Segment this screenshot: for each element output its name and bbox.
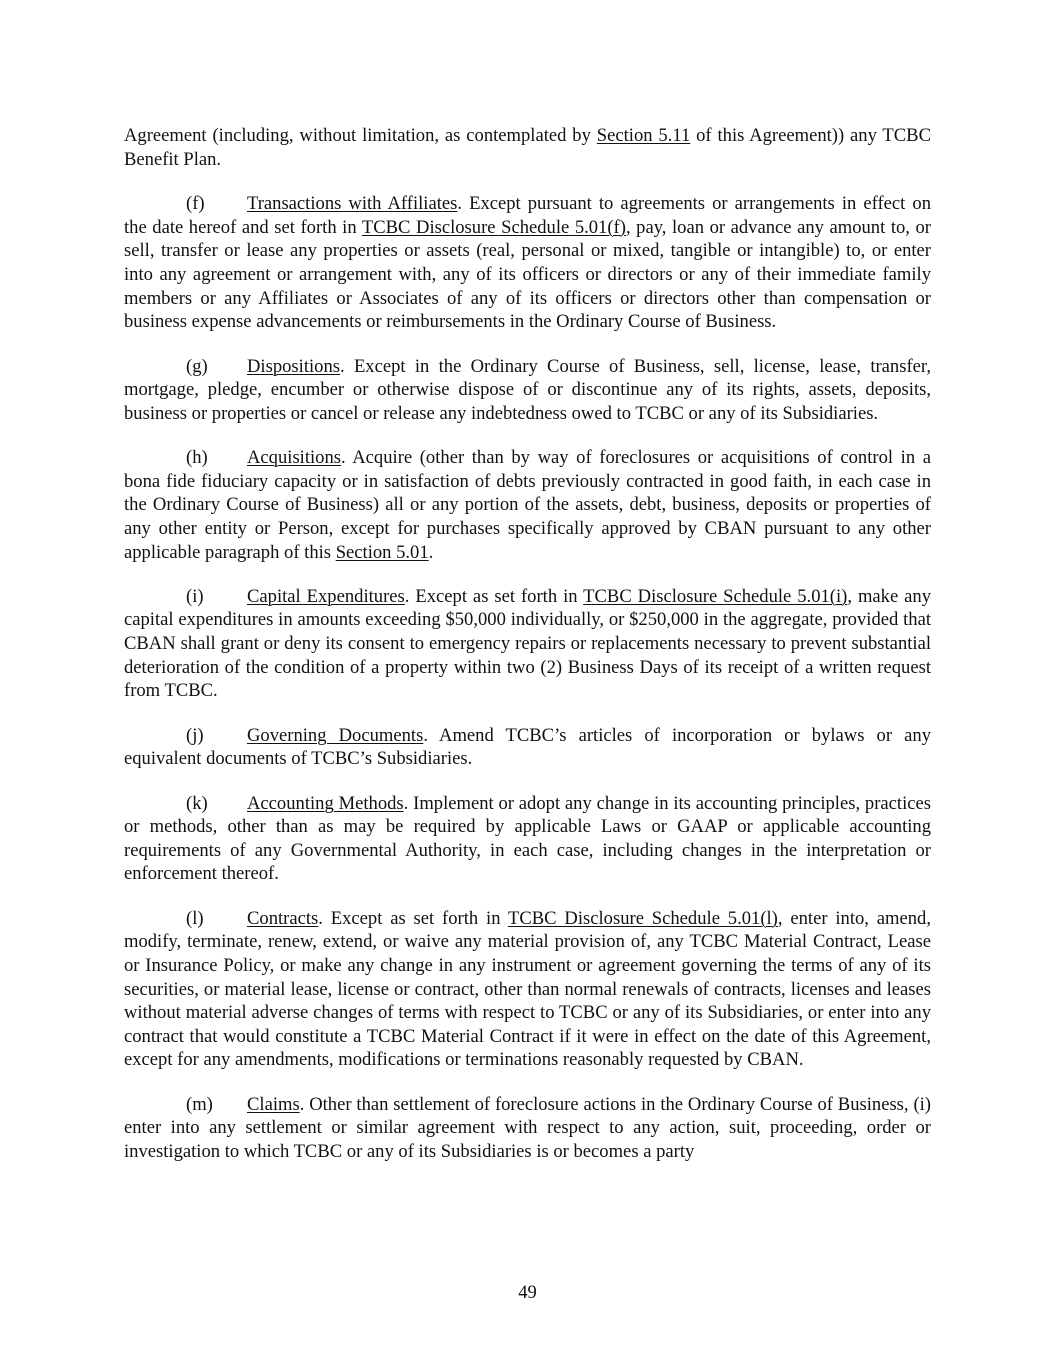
section-marker: (f) bbox=[186, 193, 205, 215]
section-heading: Acquisitions bbox=[247, 447, 342, 469]
section-text: . Except pursuant to agreements or arrangements in effect on the date hereof and set forth in bbox=[124, 193, 931, 238]
section-text: . Except as set forth in bbox=[404, 585, 584, 607]
section-marker: (h) bbox=[186, 447, 208, 469]
section-paragraph-i bbox=[124, 585, 931, 703]
section-text: . Acquire (other than by way of foreclosures or acquisitions of control in a bona fide fiduciary capacity or in satisfaction of debts previously contracted in good faith, in each case in the Ordinary Course of Business) all or any portion of the assets, debt, business, deposits or properties of any other entity or Person, except for purchases specifically approved by CBAN pursuant to any other applicable paragraph of this bbox=[124, 447, 931, 563]
section-text: . Other than settlement of foreclosure actions in the Ordinary Course of Business, (i) enter into any settlement or similar agreement with respect to any action, suit, proceeding, order or investigation to which TCBC or any of its Subsidiaries is or becomes a party bbox=[124, 1093, 931, 1162]
section-heading: Contracts bbox=[247, 907, 319, 929]
section-heading: Dispositions bbox=[247, 355, 340, 377]
section-text: . Amend TCBC’s articles of incorporation or bylaws or any equivalent documents of TCBC’s Subsidiaries. bbox=[124, 724, 931, 770]
schedule-reference: TCBC Disclosure Schedule 5.01(l) bbox=[508, 907, 778, 929]
page-number: 49 bbox=[518, 1282, 537, 1303]
schedule-reference: TCBC Disclosure Schedule 5.01(i) bbox=[583, 585, 848, 607]
section-heading: Capital Expenditures bbox=[247, 585, 405, 607]
section-reference: Section 5.11 bbox=[596, 125, 691, 146]
section-reference: Section 5.01 bbox=[335, 541, 429, 563]
section-heading: Governing Documents bbox=[247, 724, 424, 746]
section-paragraph-g bbox=[124, 355, 931, 426]
section-text: . Except in the Ordinary Course of Business, sell, license, lease, transfer, mortgage, pledge, encumber or otherwise dispose of or discontinue any of its rights, assets, deposits, business or properties or cancel or release any indebtedness owed to TCBC or any of its Subsidiaries. bbox=[124, 355, 931, 424]
section-heading: Claims bbox=[247, 1093, 300, 1115]
section-heading: Accounting Methods bbox=[247, 792, 404, 814]
continuation-text-2: of this Agreement)) any TCBC Benefit Plan. bbox=[124, 125, 931, 170]
section-marker: (g) bbox=[186, 355, 208, 377]
section-paragraph-m bbox=[124, 1093, 931, 1164]
section-text-cont: . bbox=[428, 541, 434, 563]
section-text: . Except as set forth in bbox=[318, 907, 509, 929]
section-paragraph-h bbox=[124, 446, 931, 564]
section-marker: (l) bbox=[186, 907, 204, 929]
continuation-paragraph bbox=[124, 124, 931, 171]
section-marker: (m) bbox=[186, 1093, 213, 1115]
continuation-text-1: Agreement (including, without limitation, as contemplated by bbox=[124, 125, 597, 146]
section-paragraph-j bbox=[124, 724, 931, 771]
section-marker: (j) bbox=[186, 724, 204, 746]
section-marker: (i) bbox=[186, 585, 204, 607]
section-paragraph-l bbox=[124, 907, 931, 1072]
schedule-reference: TCBC Disclosure Schedule 5.01(f) bbox=[361, 216, 626, 238]
section-text-cont: , enter into, amend, modify, terminate, renew, extend, or waive any material provision of, any TCBC Material Contract, Lease or Insurance Policy, or make any change in any instrument or agreement governing the terms of any of its securities, or material lease, license or contract, other than normal renewals of contracts, licenses and leases without material adverse changes of terms with respect to TCBC or any of its Subsidiaries, or enter into any contract that would constitute a TCBC Material Contract if it were in effect on the date of this Agreement, except for any amendments, modifications or terminations reasonably requested by CBAN. bbox=[124, 907, 931, 1071]
section-text-cont: , pay, loan or advance any amount to, or sell, transfer or lease any properties or assets (real, personal or mixed, tangible or intangible) to, or enter into any agreement or arrangement with, any of its officers or directors or any of their immediate family members or any Affiliates or Associates of any of its officers or directors other than compensation or business expense advancements or reimbursements in the Ordinary Course of Business. bbox=[124, 216, 931, 333]
section-heading: Transactions with Affiliates bbox=[247, 193, 458, 215]
section-marker: (k) bbox=[186, 792, 208, 814]
section-paragraph-k bbox=[124, 792, 931, 886]
document-body bbox=[124, 124, 931, 1184]
section-paragraph-f bbox=[124, 192, 931, 334]
section-text: . Implement or adopt any change in its accounting principles, practices or methods, other than as may be required by applicable Laws or GAAP or applicable accounting requirements of any Governmental Authority, in each case, including changes in the interpretation or enforcement thereof. bbox=[124, 792, 931, 885]
section-text-cont: , make any capital expenditures in amounts exceeding $50,000 individually, or $250,000 in the aggregate, provided that CBAN shall grant or deny its consent to emergency repairs or replacements necessary to prevent substantial deterioration of the condition of a property within two (2) Business Days of its receipt of a written request from TCBC. bbox=[124, 585, 932, 702]
